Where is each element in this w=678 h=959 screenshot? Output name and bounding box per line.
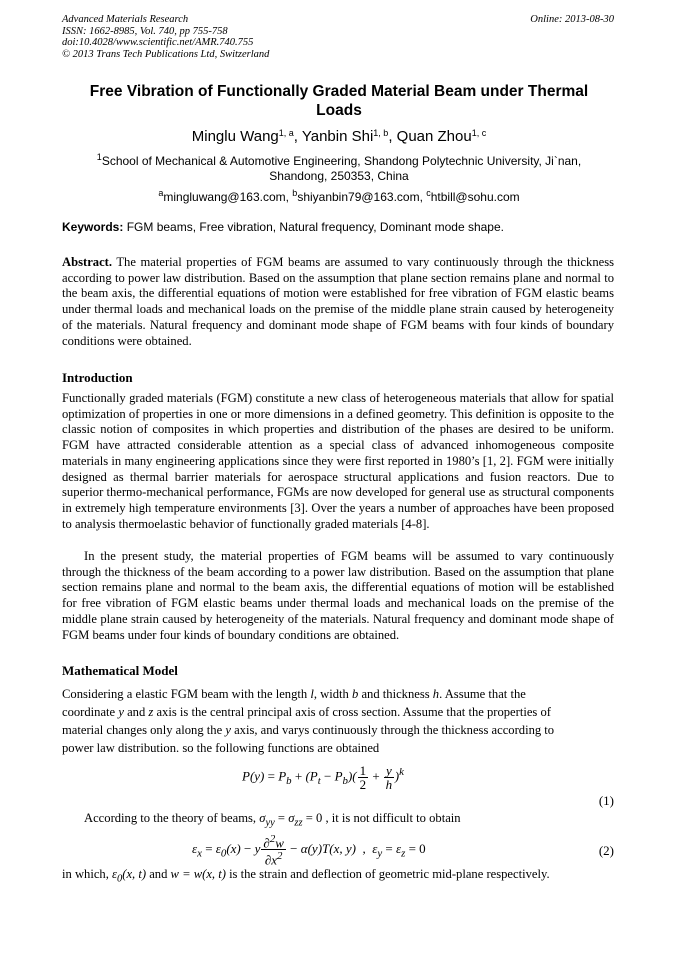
author-sup: 1, c xyxy=(471,128,487,138)
text: axis is the central principal axis of cross section. Assume that the properties of xyxy=(156,705,551,719)
model-heading: Mathematical Model xyxy=(62,663,178,678)
author-name: Minglu Wang xyxy=(191,128,279,145)
var-z: z xyxy=(148,705,154,719)
author-list: Minglu Wang$^{1, a}$, Yanbin Shi$^{1, b}$, Quan Zhou$^{1, c}$ xyxy=(191,128,487,145)
equation-1: $P(y) = P_b + (P_t - P_b)$( $\frac{1}{2}$ + $\frac{y}{h}$ )$^k$ xyxy=(242,763,404,792)
intro-heading: Introduction xyxy=(62,370,133,385)
abstract-label: Abstract. xyxy=(62,255,113,269)
doi: doi:10.4028/www.scientific.net/AMR.740.755 xyxy=(62,37,254,48)
text: According to the theory of beams, xyxy=(84,811,257,825)
paper-title: Free Vibration of Functionally Graded Material Beam under Thermal Loads xyxy=(89,83,589,119)
var-h: h xyxy=(432,687,440,701)
text: is the strain and deflection of geometric mid-plane respectively. xyxy=(229,867,550,881)
text: , it is not difficult to obtain xyxy=(325,811,461,825)
affiliation-sup: 1 xyxy=(96,152,102,162)
text: material changes only along the xyxy=(62,723,223,737)
abstract-text: The material properties of FGM beams are assumed to vary continuously through the thickness according to power law distribution. Based on the assumption that plane section remains plane and normal to the beam axis, the differential equations of motion were established for free vibration of FGM elastic beams under thermal loads and mechanical loads on the premise of the middle plane strain caused by heterogeneity of the materials. Natural frequency and dominant mode shape of FGM beams with four kinds of boundary conditions were obtained. xyxy=(62,255,615,348)
var-l: l xyxy=(310,687,314,701)
author-sup: 1, a xyxy=(278,128,294,138)
journal-header xyxy=(62,14,614,60)
var-y: y xyxy=(118,705,124,719)
affiliation-text: School of Mechanical & Automotive Engineering, Shandong Polytechnic University, Ji`nan, Shandong, 250353, China xyxy=(101,154,582,183)
model-line-2 xyxy=(62,705,614,721)
online-date: Online: 2013-08-30 xyxy=(530,14,614,25)
var-y: y xyxy=(225,723,231,737)
model-line-6: in which, $\varepsilon_0(x$, t) and w = w(x, t) is the strain and deflection of geometric mid-plane respectively. xyxy=(62,867,550,885)
text: and thickness xyxy=(361,687,430,701)
text: in which, xyxy=(62,867,109,881)
text: . Assume that the xyxy=(439,687,526,701)
email[interactable]: mingluwang@163.com xyxy=(163,190,286,204)
var-b: b xyxy=(351,687,359,701)
keywords xyxy=(62,220,614,235)
text: and xyxy=(127,705,146,719)
equation-1-number: (1) xyxy=(598,793,614,808)
copyright: © 2013 Trans Tech Publications Ltd, Switzerland xyxy=(62,48,270,60)
text: coordinate xyxy=(62,705,116,719)
email-sup: b xyxy=(292,188,298,198)
intro-paragraph-1: Functionally graded materials (FGM) constitute a new class of heterogeneous materials that allow for spatial optimization of properties in one or more dimensions in a defined geometry. This definition is opposite to the classic notion of composites in which properties and distribution of the phases are desired to be uniform. FGM have attracted considerable attention as a special class of advanced inhomogeneous composite materials in many engineering applications since they were first reported in 1980’s [1, 2]. FGM were initially designed as thermal barrier materials for aerospace structural applications and fusion reactors. Due to superior thermo-mechanical performance, FGMs are now developed for general use as structural components in extremely high temperature environments [3]. Over the years a number of approaches have been proposed to analysis thermoelastic behavior of functionally graded materials [4-8]. xyxy=(62,391,614,531)
author-name: Quan Zhou xyxy=(396,128,472,145)
keywords-text: FGM beams, Free vibration, Natural frequency, Dominant mode shape. xyxy=(126,220,504,234)
author-sup: 1, b xyxy=(373,128,389,138)
journal-name: Advanced Materials Research xyxy=(62,14,189,25)
issn: ISSN: 1662-8985, Vol. 740, pp 755-758 xyxy=(62,25,228,37)
model-line-1 xyxy=(62,687,614,703)
email-list: $^a$mingluwang@163.com, $^b$shiyanbin79@163.com, $^c$htbill@sohu.com xyxy=(158,188,520,204)
text: Considering a elastic FGM beam with the length xyxy=(62,687,308,701)
abstract xyxy=(62,255,614,349)
email[interactable]: shiyanbin79@163.com xyxy=(297,190,420,204)
email-sup: a xyxy=(158,188,164,198)
equation-2: $\varepsilon_x = \varepsilon_0(x) - y$ $\frac{\partial^2w}{\partial x^2}$ − α(y)T(x, y) , $\varepsilon_y = \varepsilon_z = 0$ xyxy=(192,833,426,868)
model-line-4: power law distribution. so the following functions are obtained xyxy=(62,741,380,755)
email[interactable]: htbill@sohu.com xyxy=(430,190,520,204)
equation-2-number: (2) xyxy=(598,843,614,858)
keywords-label: Keywords: xyxy=(62,220,124,234)
model-line-3 xyxy=(62,723,614,739)
text: axis, and varys continuously through the thickness according to xyxy=(234,723,555,737)
intro-paragraph-2: In the present study, the material properties of FGM beams will be assumed to vary continuously through the thickness of the beam according to a power law distribution. Based on the assumption that plane section remains plane and normal to the beam axis, the differential equations of motion will be established for free vibration of FGM elastic beams under thermal loads and mechanical loads on the premise of the middle plane strain caused by heterogeneity of the materials. Natural frequency and dominant mode shape of FGM beams under four kinds of boundary conditions are obtained. xyxy=(62,549,614,642)
text: , width xyxy=(313,687,349,701)
author-name: Yanbin Shi xyxy=(301,128,374,145)
email-sup: c xyxy=(426,188,431,198)
text: and xyxy=(149,867,168,881)
affiliation xyxy=(70,150,608,184)
model-line-5: According to the theory of beams, $\sigma_{yy} = \sigma_{zz} = 0$ , it is not difficult to obtain xyxy=(84,811,461,829)
